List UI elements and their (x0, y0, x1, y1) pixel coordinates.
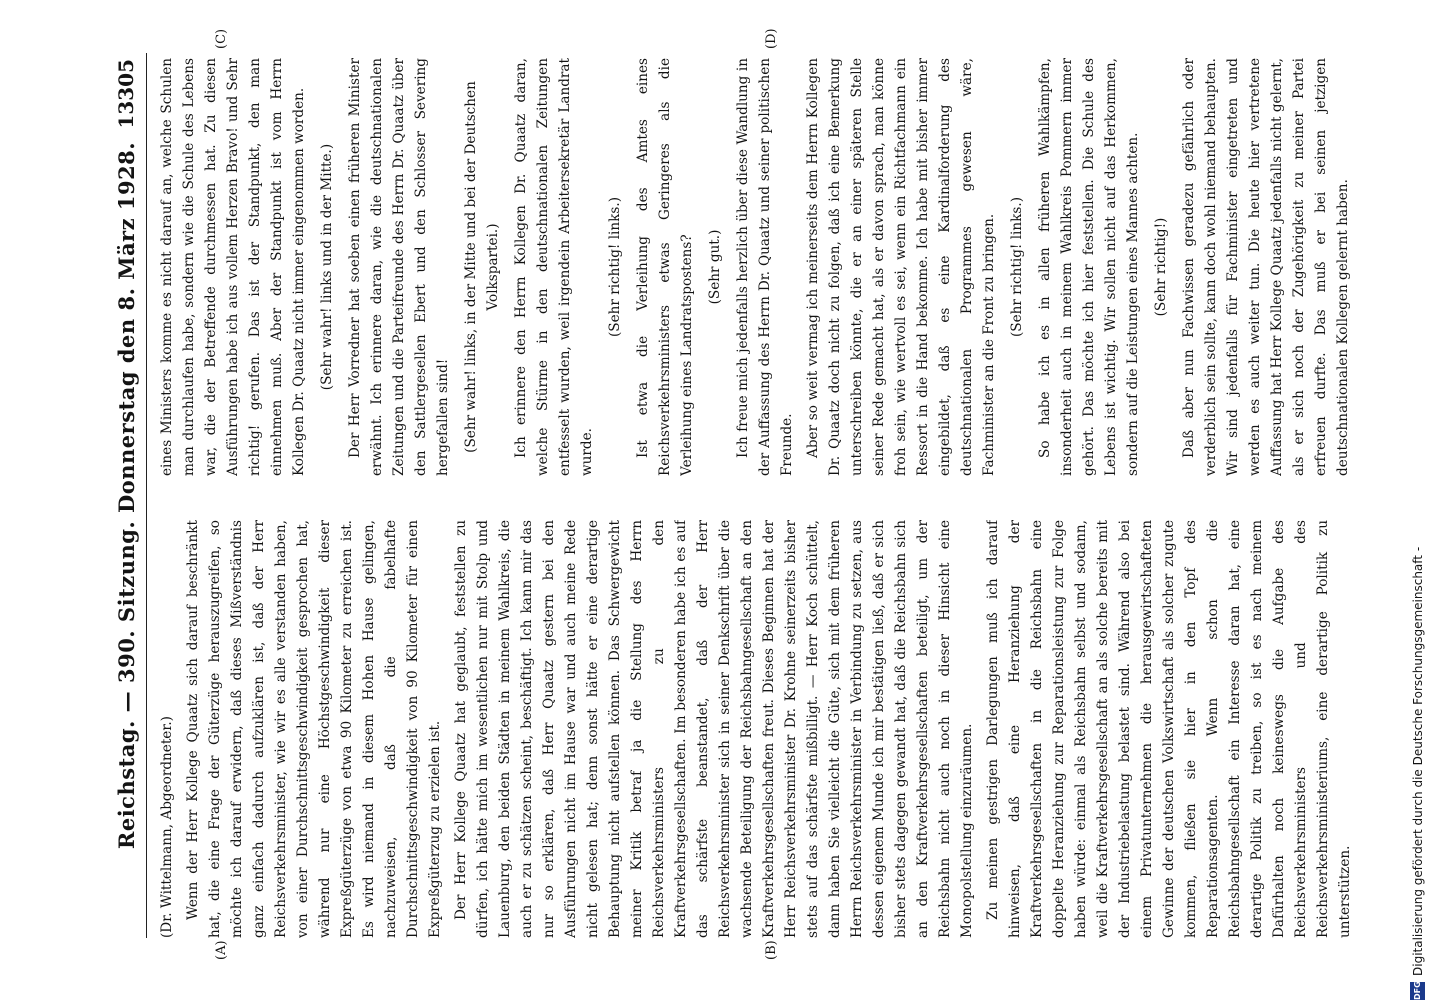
paragraph: eines Ministers komme es nicht darauf an, welche Schulen man durchlaufen habe, sondern wie die Schule des Lebens war, die der Betreffende durchmessen hat. Zu diesen Ausführungen habe ich aus vollem Herzen Bravo! und Sehr richtig! gerufen. Das ist der Standpunkt, den man einnehmen muß. Aber der Standpunkt ist vom Herrn Kollegen Dr. Quaatz nicht immer eingenommen worden. (159, 58, 307, 476)
paragraph: Wenn der Herr Kollege Quaatz sich darauf beschränkt hat, die eine Frage der Güterzüge herauszugreifen, so möchte ich darauf erwidern, daß dieses Mißverständnis ganz einfach dadurch aufzuklären ist, daß der Herr Reichsverkehrsminister, wie wir es alle verstanden haben, von einer Durchschnittsgeschwindigkeit gesprochen hat, während nur eine Höchstgeschwindigkeit dieser Expreßgüterzüge von etwa 90 Kilometer zu erreichen ist. Es wird niemand in diesem Hohen Hause gelingen, nachzuweisen, daß die fabelhafte Durchschnittsgeschwindigkeit von 90 Kilometer für einen Expreßgüterzug zu erzielen ist. (185, 520, 443, 938)
running-header: Reichstag. — 390. Sitzung. Donnerstag den 8. März 1928. (114, 141, 139, 850)
right-column (156, 58, 1356, 476)
margin-marker-d: (D) (764, 28, 779, 49)
header-rule (146, 53, 147, 938)
speaker-line: (Dr. Wittelmann, Abgeordneter.) (159, 716, 175, 938)
interjection: (Sehr wahr! links, in der Mitte und bei der Deutschen Volkspartei.) (463, 81, 501, 453)
interjection: (Sehr wahr! links und in der Mitte.) (319, 143, 335, 391)
left-column (156, 520, 1356, 938)
paragraph: Der Herr Vorredner hat soeben einen früheren Minister erwähnt. Ich erinnere daran, wie die deutschnationalen Zeitungen und die Parteifreunde des Herrn Dr. Quaatz über den Sattlergesellen Ebert und den Schlosser Severing hergefallen sind! (347, 58, 451, 476)
margin-marker-a: (A) (214, 940, 229, 960)
paragraph: Zu meinen gestrigen Darlegungen muß ich darauf hinweisen, daß eine Heranziehung der Kraftverkehrsgesellschaften in die Reichsbahn eine doppelte Heranziehung zur Reparationsleistung zur Folge haben würde: einmal als Reichsbahn selbst und sodann, weil die Kraftverkehrsgesellschaft an als solche bereits mit der Industriebelastung belastet sind. Während also bei einem Privatunternehmen die herausgewirtschafteten Gewinne der deutschen Volkswirtschaft als solcher zugute kommen, fließen sie hier in den Topf des Reparationsagenten. Wenn schon die Reichsbahngesellschaft ein Interesse daran hat, eine derartige Politik zu treiben, so ist es nach meinem Dafürhalten noch keineswegs die Aufgabe des Reichsverkehrsministers und des Reichsverkehrsministeriums, eine derartige Politik zu unterstützen. (985, 520, 1353, 938)
credit-text: Digitalisierung gefördert durch die Deutsche Forschungsgemeinschaft - (1411, 546, 1425, 976)
dfg-logo: DFG (1410, 982, 1425, 1000)
paragraph: Der Herr Kollege Quaatz hat geglaubt, feststellen zu dürfen, ich hätte mich im wesentlichen nur mit Stolp und Lauenburg, den beiden Städten in meinem Wahlkreis, die auch er zu schätzen scheint, beschäftigt. Ich kann mir das nur so erklären, daß Herr Quaatz gestern bei den Ausführungen nicht im Hause war und auch meine Rede nicht gelesen hat; denn sonst hätte er eine derartige Behauptung nicht aufstellen können. Das Schwergewicht meiner Kritik betraf ja die Stellung des Herrn Reichsverkehrsministers zu den Kraftverkehrsgesellschaften. Im besonderen habe ich es auf das schärfste beanstandet, daß der Herr Reichsverkehrsminister sich in seiner Denkschrift über die wachsende Beteiligung der Reichsbahngesellschaft an den Kraftverkehrsgesellschaften freut. Dieses Beginnen hat der Herr Reichsverkehrsminister Dr. Krohne seinerzeits bisher stets auf das schärfste mißbilligt. — Herr Koch schüttelt, dann haben Sie vielleicht die Güte, sich mit dem früheren Herrn Reichsverkehrsminister in Verbindung zu setzen, aus dessen eigenem Munde ich mir bestätigen ließ, daß er sich bisher stets dagegen gewandt hat, daß die Reichsbahn sich an den Kraftverkehrsgesellschaften beteiligt, um der Reichsbahn nicht auch noch in dieser Hinsicht eine Monopolstellung einzuräumen. (453, 520, 975, 938)
margin-marker-b: (B) (764, 940, 779, 960)
paragraph: So habe ich es in allen früheren Wahlkämpfen, insonderheit auch in meinem Wahlkreis Pommern immer gehört. Das möchte ich hier feststellen. Die Schule des Lebens ist wichtig. Wir sollen nicht auf das Herkommen, sondern auf die Leistungen eines Mannes achten. (1037, 58, 1141, 476)
interjection: (Sehr richtig! links.) (1009, 196, 1025, 338)
page-header (110, 53, 150, 938)
document-page (24, 28, 1374, 960)
digitization-credit (1406, 0, 1430, 1000)
paragraph: Ich erinnere den Herrn Kollegen Dr. Quaatz daran, welche Stürme in den deutschnationalen Zeitungen entfesselt wurden, weil irgendein Arbeitersekretär Landrat wurde. (513, 58, 595, 476)
margin-marker-c: (C) (214, 28, 229, 49)
interjection: (Sehr gut.) (707, 229, 723, 305)
paragraph: Daß aber nun Fachwissen geradezu gefährlich oder verderblich sein sollte, kann doch wohl niemand behaupten. Wir sind jedenfalls für Fachminister eingetreten und werden es auch weiter tun. Die heute hier vertretene Auffassung hat Herr Kollege Quaatz jedenfalls nicht gelernt, als er sich noch der Zugehörigkeit zu meiner Partei erfreuen durfte. Das muß er bei seinen jetzigen deutschnationalen Kollegen gelernt haben. (1181, 58, 1351, 476)
paragraph: Ist etwa die Verleihung des Amtes eines Reichsverkehrsministers etwas Geringeres als die Verleihung eines Landratspostens? (635, 58, 695, 476)
page-number: 13305 (114, 59, 138, 129)
interjection: (Sehr richtig!) (1153, 217, 1169, 317)
paragraph: Ich freue mich jedenfalls herzlich über diese Wandlung in der Auffassung des Herrn Dr. Quaatz und seiner politischen Freunde. (735, 58, 795, 476)
interjection: (Sehr richtig! links.) (607, 196, 623, 338)
paragraph: Aber so weit vermag ich meinerseits dem Herrn Kollegen Dr. Quaatz doch nicht zu folgen, daß ich eine Bemerkung unterschreiben könnte, die er an einer späteren Stelle seiner Rede gemacht hat, als er davon sprach, man könne froh sein, wie wertvoll es sei, wenn ein Richtfachmann ein Ressort in die Hand bekomme. Ich habe mit bisher immer eingebildet, daß es eine Kardinalforderung des deutschnationalen Programmes gewesen wäre, Fachminister an die Front zu bringen. (805, 58, 997, 476)
